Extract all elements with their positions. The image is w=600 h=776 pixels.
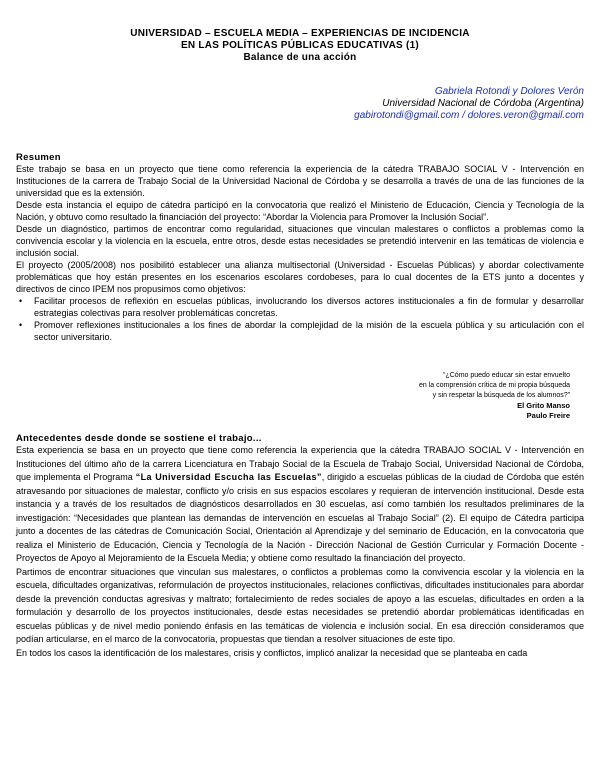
authors-block (16, 86, 584, 122)
objectives-list (16, 295, 584, 343)
quote-line-3: y sin respetar la búsqueda de los alumnos?” (432, 392, 570, 399)
list-item (16, 295, 584, 319)
objective-text-2: Promover reflexiones institucionales a los fines de abordar la complejidad de la misión de la escuela pública y su articulación con el sector universitario. (34, 320, 584, 342)
antecedentes-paragraph-3: En todos los casos la identificación de los malestares, crisis y conflictos, implicó analizar la necesidad que se planteaba en cada (16, 647, 528, 658)
resumen-paragraph-3: Desde un diagnóstico, partimos de encontrar como regularidad, situaciones que vinculan malestares o conflictos a problemas como la convivencia escolar y la violencia en la escuela, entre otros, desde estas necesidades se pretendió intervenir en las temáticas de violencia e inclusión social. (16, 224, 584, 258)
title-line-1: UNIVERSIDAD – ESCUELA MEDIA – EXPERIENCIAS DE INCIDENCIA (130, 28, 470, 39)
quote-line-1: “¿Cómo puedo educar sin estar envuelto (443, 372, 570, 379)
paragraph-text-start: Esta experiencia se basa en un proyecto que tiene como referencia la experiencia que la cátedra TRABAJO SOCIAL V - Intervención en Instituciones del último año de la carrera Licenciatura en Trabajo Social de la Escuela de Trabajo Social, Universidad Nacional de Córdoba, que implementa el Programa (16, 445, 584, 482)
antecedentes-heading: Antecedentes desde donde se sostiene el trabajo... (16, 433, 262, 444)
author-emails[interactable]: gabirotondi@gmail.com / dolores.veron@gmail.com (354, 110, 584, 121)
resumen-paragraph-1: Este trabajo se basa en un proyecto que tiene como referencia la experiencia de la cátedra TRABAJO SOCIAL V - Intervención en Instituciones de la carrera de Trabajo Social de la Universidad Nacional de Córdoba y se desarrolla a través de una de las funciones de la universidad que es la extensión. (16, 164, 584, 198)
antecedentes-paragraph-1 (16, 444, 584, 566)
author-institution: Universidad Nacional de Córdoba (Argentina) (382, 98, 584, 109)
bullet-icon: • (19, 296, 23, 306)
resumen-paragraph-2: Desde esta instancia el equipo de cátedra participó en la convocatoria que realizó el Ministerio de Educación, Ciencia y Tecnología de la Nación, y obtuvo como resultado la financiación del proyecto: “Abordar la Violencia para Promover la Inclusión Social”. (16, 200, 584, 222)
document-title (16, 28, 584, 64)
epigraph-quote (16, 371, 584, 421)
paragraph-text-end: , dirigido a escuelas públicas de la ciudad de Córdoba que estén atravesando por situaciones de malestar, conflicto y/o crisis en sus espacios escolares y requieran de intervención institucional. Desde esta instancia y a través de los resultados de diagnósticos desarrollados en 30 escuelas, así como también los resultados preliminares de la investigación: “Necesidades que plantean las demandas de intervención en escuelas al Trabajo Social” (2). El equipo de Cátedra participa junto a docentes de las cátedras de Comunicación Social, Orientación al Aprendizaje y del seminario de Educación, en la convocatoria que realiza el Ministerio de Educación, Ciencia y Tecnología de la Nación - Dirección Nacional de Gestión Curricular y Formación Docente - Proyectos de Apoyo al Mejoramiento de la Escuela Media; y obtiene como resultado la financiación del proyecto. (16, 472, 584, 563)
quote-source: El Grito Manso (517, 401, 570, 410)
resumen-heading: Resumen (16, 152, 61, 163)
subtitle: Balance de una acción (243, 52, 357, 63)
bullet-icon: • (19, 320, 23, 330)
program-name: “La Universidad Escucha las Escuelas” (135, 472, 322, 482)
author-names: Gabriela Rotondi y Dolores Verón (434, 86, 584, 97)
document-page (16, 28, 584, 660)
quote-line-2: en la comprensión crítica de mi propia búsqueda (419, 382, 570, 389)
quote-author: Paulo Freire (526, 411, 570, 420)
antecedentes-paragraph-2: Partimos de encontrar situaciones que vinculan sus malestares, o conflictos a problemas como la convivencia escolar y la violencia en la escuela, dificultades organizativas, reformulación de proyectos institucionales, relaciones conflictivas, dificultades institucionales para abordar desde la prevención conductas agresivas y maltrato; fortalecimiento de redes sociales de apoyo a las escuelas, dificultades en orden a la formulación y desarrollo de los proyectos institucionales, desde estas necesidades se pretendió abordar problemáticas identificadas en escuelas públicas y de nivel medio poniendo énfasis en las temáticas de violencia e inclusión social. En esa dirección consideramos que podían articularse, en el marco de la convocatoria, propuestas que tiendan a resolver situaciones de este tipo. (16, 566, 584, 644)
list-item (16, 319, 584, 343)
resumen-paragraph-4: El proyecto (2005/2008) nos posibilitó establecer una alianza multisectorial (Universidad - Escuelas Públicas) y abordar colectivamente problemáticas que hoy están presentes en los escenarios escolares cordobeses, para lo cual docentes de la ETS junto a docentes y directivos de cinco IPEM nos propusimos como objetivos: (16, 260, 584, 294)
objective-text-1: Facilitar procesos de reflexión en escuelas públicas, involucrando los diversos actores institucionales a fin de formular y desarrollar estrategias colectivas para resolver problemáticas concretas. (34, 296, 584, 318)
title-line-2: EN LAS POLÍTICAS PÚBLICAS EDUCATIVAS (1) (181, 40, 419, 51)
